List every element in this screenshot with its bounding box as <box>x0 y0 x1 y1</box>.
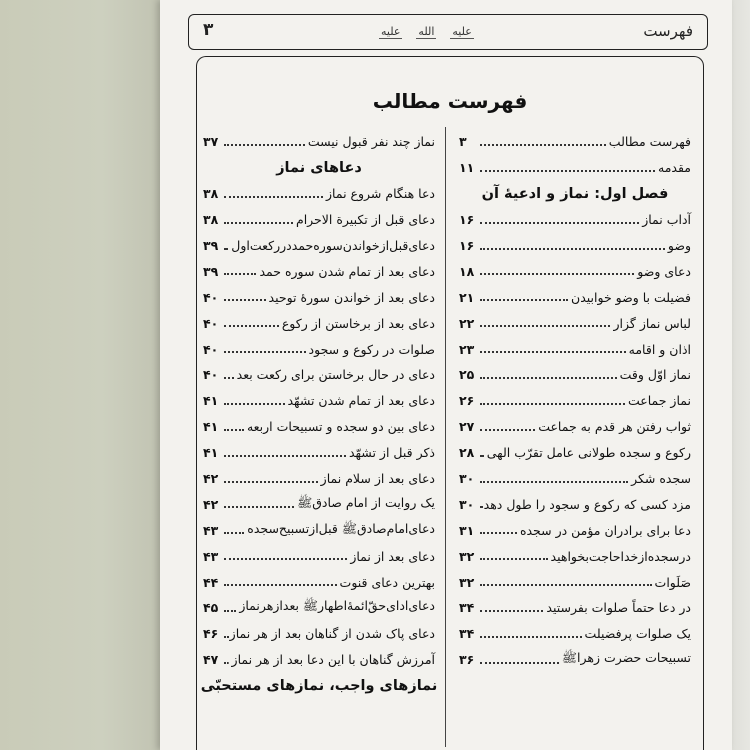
toc-entry-title: رکوع و سجده طولانی عامل تقرّب الهی <box>486 445 691 461</box>
toc-entry-title: دعا برای برادران مؤمن در سجده <box>519 522 691 538</box>
dot-leader <box>224 393 285 405</box>
toc-entry-page: ۲۸ <box>459 445 475 461</box>
toc-entry-page: ۴۲ <box>203 496 219 512</box>
toc-section-heading: دعاهای نماز <box>276 159 362 176</box>
toc-entry-title: دعای بعد از سلام نماز <box>320 471 435 487</box>
dot-leader <box>480 471 628 483</box>
toc-entry-title: درسجده‌ازخداحاجت‌بخواهید <box>550 548 691 564</box>
toc-entry <box>459 543 691 569</box>
toc-entry-page: ۴۳ <box>203 548 219 564</box>
toc-entry-title: دعای در حال برخاستن برای رکعت بعد <box>236 367 435 383</box>
toc-entry <box>459 155 691 181</box>
dot-leader <box>224 289 266 301</box>
toc-entry-page: ۲۵ <box>459 367 475 383</box>
toc-entry-title: دعای قبل از تکبیرة الاحرام <box>295 212 435 228</box>
toc-left-column <box>200 129 438 699</box>
dot-leader <box>224 652 229 664</box>
toc-entry <box>203 595 435 621</box>
toc-entry-page: ۴۰ <box>203 367 219 383</box>
toc-entry <box>203 517 435 543</box>
toc-entry-page: ۴۶ <box>203 626 219 642</box>
toc-entry-title: دعای پاک شدن از گناهان بعد از هر نماز <box>229 626 435 642</box>
dot-leader <box>224 522 244 534</box>
dot-leader <box>480 445 484 457</box>
toc-entry-title: تسبیحات حضرت زهراﷺ <box>561 650 691 666</box>
toc-entry-page: ۴۰ <box>203 341 219 357</box>
toc-entry-page: ۴۰ <box>203 289 219 305</box>
column-divider <box>445 127 446 747</box>
toc-entry <box>203 129 435 155</box>
toc-entry-page: ۳۸ <box>203 186 219 202</box>
toc-entry-page: ۱۱ <box>459 160 475 176</box>
toc-entry-title: صلوات در رکوع و سجود <box>308 341 435 357</box>
toc-entry <box>459 336 691 362</box>
toc-entry-page: ۴۷ <box>203 652 219 668</box>
toc-entry <box>459 129 691 155</box>
toc-title: فهرست مطالب <box>372 89 528 113</box>
toc-entry-page: ۴۵ <box>203 600 219 616</box>
toc-entry-title: یک صلوات پرفضیلت <box>584 626 691 642</box>
toc-entry <box>459 233 691 259</box>
toc-entry-title: وضو <box>667 238 691 253</box>
toc-entry <box>203 284 435 310</box>
dot-leader <box>480 263 634 275</box>
toc-entry-page: ۴۴ <box>203 574 219 590</box>
toc-entry <box>203 647 435 673</box>
toc-entry-page: ۴۰ <box>203 315 219 331</box>
toc-entry <box>459 258 691 284</box>
dot-leader <box>480 393 625 405</box>
toc-entry-page: ۱۶ <box>459 212 475 228</box>
dot-leader <box>480 289 568 301</box>
toc-entry-page: ۲۳ <box>459 341 475 357</box>
ornament-3: عليه <box>452 25 472 38</box>
toc-entry <box>459 466 691 492</box>
dot-leader <box>224 186 323 198</box>
toc-entry-title: آداب نماز <box>642 212 691 228</box>
toc-right-column <box>459 129 691 673</box>
toc-entry-title: آمرزش گناهان با این دعا بعد از هر نماز <box>231 652 435 668</box>
dot-leader <box>224 134 305 146</box>
toc-entry <box>459 207 691 233</box>
toc-entry-page: ۲۷ <box>459 419 475 435</box>
toc-entry-page: ۳۸ <box>203 212 219 228</box>
toc-entry-page: ۱۸ <box>459 263 475 279</box>
toc-entry-title: دعای‌امام‌صادقﷺ قبل‌از‌تسبیح‌سجده <box>247 520 435 536</box>
dot-leader <box>480 548 548 560</box>
toc-entry-page: ۴۱ <box>203 393 219 409</box>
toc-entry-title: دعای بعد از برخاستن از رکوع <box>281 315 435 331</box>
toc-entry-title: نماز جماعت <box>627 393 691 409</box>
dot-leader <box>480 134 606 146</box>
dot-leader <box>224 496 294 508</box>
toc-entry-title: فضیلت با وضو خوابیدن <box>571 289 691 305</box>
toc-entry-page: ۳۹ <box>203 238 219 253</box>
page-header <box>188 14 708 50</box>
toc-entry <box>459 284 691 310</box>
dot-leader <box>480 626 582 638</box>
toc-entry <box>459 414 691 440</box>
toc-entry-page: ۱۶ <box>459 238 475 253</box>
toc-entry-title: سجده شکر <box>631 471 691 487</box>
toc-entry-title: دعای بین دو سجده و تسبیحات اربعه <box>246 419 435 435</box>
toc-entry-page: ۳۹ <box>203 263 219 279</box>
toc-entry-page: ۴۱ <box>203 445 219 461</box>
toc-entry-page: ۴۳ <box>203 522 219 538</box>
toc-entry <box>459 310 691 336</box>
toc-entry-title: دعای بعد از تمام شدن سوره حمد <box>259 263 435 279</box>
toc-entry <box>203 233 435 259</box>
toc-entry-page: ۳۲ <box>459 574 475 590</box>
toc-entry <box>203 258 435 284</box>
toc-section-heading: فصل اول: نماز و ادعیهٔ آن <box>481 185 669 202</box>
toc-entry <box>459 647 691 673</box>
toc-entry <box>203 466 435 492</box>
toc-entry-page: ۳ <box>459 134 467 150</box>
toc-entry <box>203 207 435 233</box>
header-ornaments <box>379 25 474 39</box>
toc-entry <box>459 440 691 466</box>
toc-entry-title: یک روایت از امام صادقﷺ <box>297 494 435 510</box>
toc-entry-title: دعای وضو <box>637 263 691 279</box>
toc-entry-title: مزد کسی که رکوع و سجود را طول دهد <box>483 496 691 512</box>
toc-entry-title: نماز چند نفر قبول نیست <box>307 134 435 150</box>
toc-entry-title: دعا هنگام شروع نماز <box>326 186 435 202</box>
toc-entry <box>203 440 435 466</box>
toc-entry-title: ذکر قبل از تشهّد <box>348 445 435 461</box>
dot-leader <box>224 600 236 612</box>
dot-leader <box>480 341 626 353</box>
ornament-1: عليه <box>381 25 401 38</box>
toc-entry-page: ۴۱ <box>203 419 219 435</box>
header-section-name: فهرست <box>643 22 693 40</box>
dot-leader <box>480 367 617 379</box>
toc-entry-title: ثواب رفتن هر قدم به جماعت <box>538 419 691 435</box>
toc-entry-page: ۳۶ <box>459 652 475 668</box>
dot-leader <box>224 367 234 379</box>
dot-leader <box>224 263 256 275</box>
dot-leader <box>480 160 655 172</box>
toc-entry-page: ۲۱ <box>459 289 475 305</box>
toc-entry-page: ۳۴ <box>459 600 475 616</box>
toc-entry <box>203 414 435 440</box>
toc-entry-page: ۳۴ <box>459 626 475 642</box>
book-page <box>160 0 732 750</box>
dot-leader <box>480 522 517 534</box>
toc-entry-title: دعای بعد از خواندن سورهٔ توحید <box>268 289 435 305</box>
toc-entry-title: دعای بعد از نماز <box>350 548 435 564</box>
toc-entry-page: ۴۲ <box>203 471 219 487</box>
toc-entry-title: دعای‌ادای‌حقّ‌ائمهٔ‌اطهارﷺ بعداز‌هر‌نماز <box>239 598 435 614</box>
toc-entry-page: ۲۶ <box>459 393 475 409</box>
toc-entry <box>459 362 691 388</box>
dot-leader <box>480 238 665 250</box>
dot-leader <box>224 315 279 327</box>
dot-leader <box>224 471 318 483</box>
toc-entry-page: ۳۲ <box>459 548 475 564</box>
toc-entry <box>203 543 435 569</box>
toc-entry <box>203 491 435 517</box>
toc-entry-title: مقدمه <box>658 160 691 176</box>
dot-leader <box>224 574 337 586</box>
background-left <box>0 0 170 750</box>
toc-entry <box>203 362 435 388</box>
dot-leader <box>480 652 559 664</box>
toc-entry-page: ۲۲ <box>459 315 475 331</box>
dot-leader <box>480 212 639 224</box>
toc-entry <box>459 595 691 621</box>
toc-entry-page: ۳۷ <box>203 134 219 150</box>
toc-entry-title: دعای بعد از تمام شدن تشهّد <box>287 393 435 409</box>
toc-entry-page: ۳۰ <box>459 496 475 512</box>
toc-entry <box>459 388 691 414</box>
dot-leader <box>480 574 652 586</box>
toc-entry <box>459 569 691 595</box>
toc-entry-title: نماز اوّل وقت <box>619 367 691 383</box>
toc-entry-title: صَلَوات <box>654 574 691 590</box>
header-page-number: ۳ <box>203 20 214 40</box>
toc-entry <box>203 569 435 595</box>
dot-leader <box>224 419 244 431</box>
dot-leader <box>224 341 306 353</box>
toc-entry-title: اذان و اقامه <box>628 341 691 357</box>
toc-entry <box>203 181 435 207</box>
toc-entry <box>203 336 435 362</box>
toc-entry-title: لباس نماز گزار <box>613 315 691 331</box>
toc-entry-title: دعای‌قبل‌از‌خواندن‌سوره‌حمد‌در‌رکعت‌اول <box>231 238 435 253</box>
toc-entry-page: ۳۱ <box>459 522 475 538</box>
toc-entry <box>459 621 691 647</box>
toc-entry <box>203 388 435 414</box>
dot-leader <box>224 445 346 457</box>
toc-section-heading: نمازهای واجب، نمازهای مستحبّی <box>200 677 438 694</box>
toc-entry <box>459 517 691 543</box>
dot-leader <box>224 626 227 638</box>
toc-frame <box>196 56 704 750</box>
toc-entry-page: ۳۰ <box>459 471 475 487</box>
toc-entry-title: فهرست مطالب <box>608 134 691 150</box>
toc-entry <box>203 310 435 336</box>
dot-leader <box>480 419 535 431</box>
dot-leader <box>224 212 293 224</box>
toc-entry <box>459 491 691 517</box>
toc-entry-title: بهترین دعای قنوت <box>339 574 435 590</box>
toc-entry-title: در دعا حتماً صلوات بفرستید <box>546 600 691 616</box>
dot-leader <box>480 600 543 612</box>
dot-leader <box>480 496 481 508</box>
dot-leader <box>224 548 347 560</box>
toc-entry <box>203 621 435 647</box>
ornament-2: الله <box>418 25 435 38</box>
dot-leader <box>224 238 228 250</box>
dot-leader <box>480 315 610 327</box>
